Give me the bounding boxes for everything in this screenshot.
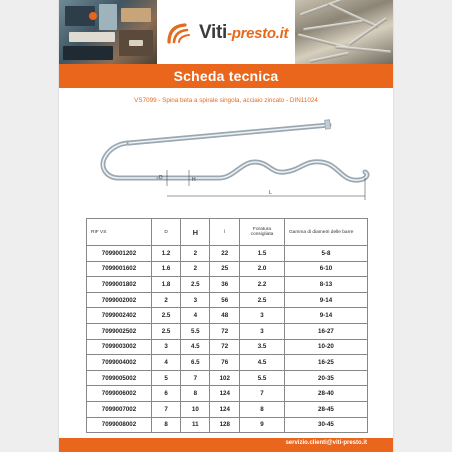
- brand-logo: [157, 0, 295, 64]
- product-subtitle: VS7099 - Spina beta a spirale singola, acciaio zincato - DIN11024: [134, 97, 318, 104]
- pin-bend: [103, 143, 159, 178]
- cell-drilling: 3: [240, 323, 285, 339]
- technical-drawing: [59, 112, 393, 212]
- cell-height: 11: [181, 417, 210, 433]
- cell-bar-range: 8-13: [284, 277, 367, 293]
- cell-bar-range: 16-25: [284, 355, 367, 371]
- cell-diameter: 3: [151, 339, 180, 355]
- title-band: [59, 64, 393, 88]
- cell-diameter: 7: [151, 401, 180, 417]
- table-row: [87, 323, 368, 339]
- table-row: [87, 386, 368, 402]
- cell-bar-range: 6-10: [284, 261, 367, 277]
- cell-drilling: 9: [240, 417, 285, 433]
- header-bar-range: Gamma di diametri delle barre: [284, 219, 367, 246]
- cell-drilling: 7: [240, 386, 285, 402]
- header-l: l: [210, 219, 240, 246]
- screws-photo: [295, 0, 393, 64]
- cell-length: 22: [210, 246, 240, 262]
- logo-arc-icon: [167, 22, 195, 44]
- cell-length: 76: [210, 355, 240, 371]
- cell-drilling: 8: [240, 401, 285, 417]
- cell-height: 2: [181, 261, 210, 277]
- cell-length: 56: [210, 292, 240, 308]
- table-row: [87, 370, 368, 386]
- cell-height: 8: [181, 386, 210, 402]
- cell-length: 102: [210, 370, 240, 386]
- cell-diameter: 2.5: [151, 308, 180, 324]
- cell-ref-code: 7099001602: [87, 261, 152, 277]
- cell-length: 36: [210, 277, 240, 293]
- brand-wordmark: [199, 22, 288, 44]
- cell-length: 124: [210, 401, 240, 417]
- cell-bar-range: 5-8: [284, 246, 367, 262]
- table-row: [87, 401, 368, 417]
- cell-diameter: 6: [151, 386, 180, 402]
- cell-bar-range: 9-14: [284, 308, 367, 324]
- cell-bar-range: 30-45: [284, 417, 367, 433]
- cell-height: 3: [181, 292, 210, 308]
- datasheet-page: [59, 0, 393, 452]
- cell-height: 10: [181, 401, 210, 417]
- cell-ref-code: 7099002002: [87, 292, 152, 308]
- table-row: [87, 355, 368, 371]
- cell-height: 4.5: [181, 339, 210, 355]
- cell-length: 72: [210, 339, 240, 355]
- cell-ref-code: 7099005002: [87, 370, 152, 386]
- table-row: [87, 261, 368, 277]
- cell-length: 25: [210, 261, 240, 277]
- cell-length: 124: [210, 386, 240, 402]
- dim-l-label: L: [269, 190, 272, 196]
- support-email: servizio.clienti@viti-presto.it: [285, 440, 367, 446]
- cell-diameter: 2: [151, 292, 180, 308]
- cell-ref-code: 7099001802: [87, 277, 152, 293]
- cell-ref-code: 7099001202: [87, 246, 152, 262]
- tools-photo: [59, 0, 157, 64]
- table-row: [87, 292, 368, 308]
- table-row: [87, 277, 368, 293]
- cell-drilling: 3.5: [240, 339, 285, 355]
- cell-drilling: 3: [240, 308, 285, 324]
- header-d: D: [151, 219, 180, 246]
- table-header-row: [87, 219, 368, 246]
- table-row: [87, 308, 368, 324]
- cell-drilling: 2.0: [240, 261, 285, 277]
- table-row: [87, 246, 368, 262]
- cell-diameter: 1.6: [151, 261, 180, 277]
- cell-height: 2.5: [181, 277, 210, 293]
- cell-bar-range: 28-45: [284, 401, 367, 417]
- cell-height: 5.5: [181, 323, 210, 339]
- cell-diameter: 2.5: [151, 323, 180, 339]
- cell-ref-code: 7099004002: [87, 355, 152, 371]
- cell-drilling: 4.5: [240, 355, 285, 371]
- brand-name: Viti: [199, 22, 228, 43]
- cell-drilling: 2.5: [240, 292, 285, 308]
- header-ref: RIF VS: [87, 219, 152, 246]
- cell-height: 6.5: [181, 355, 210, 371]
- cell-bar-range: 20-35: [284, 370, 367, 386]
- cell-length: 72: [210, 323, 240, 339]
- table-row: [87, 417, 368, 433]
- cell-height: 7: [181, 370, 210, 386]
- cell-bar-range: 9-14: [284, 292, 367, 308]
- cell-diameter: 1.2: [151, 246, 180, 262]
- header-h: H: [181, 219, 210, 246]
- cell-drilling: 1.5: [240, 246, 285, 262]
- page-title: Scheda tecnica: [173, 68, 279, 84]
- spec-table: [86, 218, 368, 433]
- cell-ref-code: 7099006002: [87, 386, 152, 402]
- table-row: [87, 339, 368, 355]
- brand-domain: -presto.it: [227, 25, 289, 42]
- cell-diameter: 5: [151, 370, 180, 386]
- dim-h-label: H: [192, 177, 196, 183]
- cell-drilling: 5.5: [240, 370, 285, 386]
- header-drilling: Foratura consigliata: [240, 219, 285, 246]
- cell-ref-code: 7099002502: [87, 323, 152, 339]
- dim-d-label: D: [159, 175, 163, 181]
- cell-bar-range: 28-40: [284, 386, 367, 402]
- cell-bar-range: 10-20: [284, 339, 367, 355]
- cell-ref-code: 7099008002: [87, 417, 152, 433]
- cell-ref-code: 7099002402: [87, 308, 152, 324]
- cell-bar-range: 16-27: [284, 323, 367, 339]
- cell-height: 4: [181, 308, 210, 324]
- footer-band: [59, 438, 393, 452]
- cell-diameter: 8: [151, 417, 180, 433]
- cell-ref-code: 7099003002: [87, 339, 152, 355]
- cell-diameter: 4: [151, 355, 180, 371]
- cell-drilling: 2.2: [240, 277, 285, 293]
- header-banner: [59, 0, 393, 64]
- cell-length: 48: [210, 308, 240, 324]
- cell-diameter: 1.8: [151, 277, 180, 293]
- cell-length: 128: [210, 417, 240, 433]
- cell-ref-code: 7099007002: [87, 401, 152, 417]
- cell-height: 2: [181, 246, 210, 262]
